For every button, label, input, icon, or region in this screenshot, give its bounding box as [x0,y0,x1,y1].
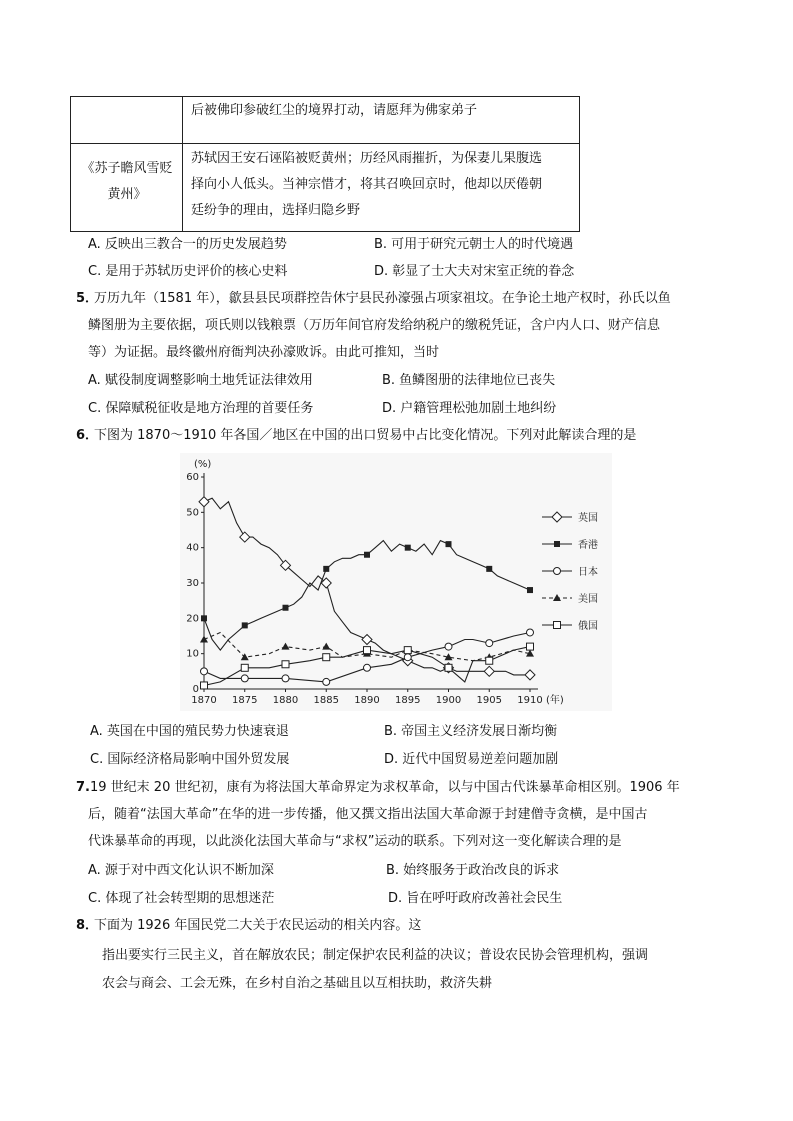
series-2 [201,541,533,651]
q5-option-d[interactable]: D. 户籍管理松弛加剧土地纠纷 [382,401,557,416]
q8-quote-line2: 农会与商会、工会无殊，在乡村自治之基础且以互相扶助，救济失耕 [102,976,493,991]
legend-marker-3 [554,568,561,575]
series-5-point [323,654,330,661]
series-3-point [527,629,534,636]
q4-option-a[interactable]: A. 反映出三教合一的历史发展趋势 [88,237,287,252]
legend-label-2: 香港 [578,540,598,551]
export-share-chart-svg [180,453,612,711]
q4-option-c[interactable]: C. 是用于苏轼历史评价的核心史料 [88,264,288,279]
x-axis-label: (年) [546,695,564,706]
series-2-point [242,622,248,628]
q5-option-b[interactable]: B. 鱼鳞图册的法律地位已丧失 [382,373,556,388]
series-5-point [241,664,248,671]
series-2-point [405,545,411,551]
y-tick-label: 30 [186,578,199,589]
table-row2-content-line2: 择向小人低头。当神宗惜才，将其召唤回京时，他却以厌倦朝 [191,177,543,192]
x-tick-label: 1910 [517,695,543,706]
series-2-point [323,566,329,572]
q7-stem-line1: 19 世纪末 20 世纪初，康有为将法国大革命界定为求权革命，以与中国古代诛暴革命相区别。1906 年 [90,780,680,795]
series-5-point [527,643,534,650]
q7-stem-line2: 后，随着“法国大革命”在华的进一步传播，他又撰文指出法国大革命源于封建僧寺贪横，是中国古 [88,807,648,822]
series-2-point [446,541,452,547]
legend-label-4: 美国 [578,594,598,605]
legend-marker-5 [554,622,561,629]
series-2-point [486,566,492,572]
q7-stem-line3: 代诛暴革命的再现，以此淡化法国大革命与“求权”运动的联系。下列对这一变化解读合理的是 [88,834,622,849]
q8-number: 8． [76,918,99,933]
legend-label-1: 英国 [578,513,598,524]
table-column-divider [182,97,183,231]
q6-stem: 下图为 1870～1910 年各国／地区在中国的出口贸易中占比变化情况。下列对此解读合理的是 [94,428,637,443]
q6-option-c[interactable]: C. 国际经济格局影响中国外贸发展 [90,752,290,767]
series-3-point [486,640,493,647]
table-row2-content-line1: 苏轼因王安石诬陷被贬黄州；历经风雨摧折，为保妻儿果腹选 [191,151,543,166]
series-5-point [364,647,371,654]
x-tick-label: 1880 [272,695,299,706]
x-tick-label: 1875 [232,695,258,706]
series-4-point [200,636,208,643]
series-3-point [323,678,330,685]
q7-option-c[interactable]: C. 体现了社会转型期的思想迷茫 [88,891,275,906]
q6-option-d[interactable]: D. 近代中国贸易逆差问题加剧 [384,752,559,767]
q5-option-a[interactable]: A. 赋役制度调整影响土地凭证法律效用 [88,373,313,388]
series-2-point [283,605,289,611]
q7-option-d[interactable]: D. 旨在呼吁政府改善社会民生 [388,891,563,906]
table-row2-content-line3: 廷纷争的理由，选择归隐乡野 [191,203,361,218]
q5-stem-line1: 万历九年（1581 年），歙县县民项群控告休宁县民孙濠强占项家祖坟。在争论土地产权时，孙氏以鱼 [94,291,671,306]
series-4-point [282,643,290,650]
x-tick-label: 1885 [313,695,339,706]
x-tick-label: 1900 [435,695,462,706]
q5-number: 5． [76,291,99,306]
series-2-point [364,552,370,558]
series-3-point [404,654,411,661]
x-tick-label: 1890 [354,695,380,706]
series-1-point [240,532,250,542]
q4-option-d[interactable]: D. 彰显了士大夫对宋室正统的眷念 [374,264,575,279]
q6-option-b[interactable]: B. 帝国主义经济发展日渐均衡 [384,724,558,739]
series-1-point [484,666,494,676]
y-tick-label: 60 [186,472,199,483]
y-tick-label: 40 [186,542,199,554]
series-3-point [445,643,452,650]
y-axis-label: (%) [194,459,212,470]
q5-stem-line2: 鳞图册为主要依据，项氏则以钱粮票（万历年间官府发给纳税户的缴税凭证，含户内人口、财产信息 [88,318,661,333]
q5-stem-line3: 等）为证据。最终徽州府衙判决孙濠败诉。由此可推知，当时 [88,345,440,360]
q4-option-b[interactable]: B. 可用于研究元朝士人的时代境遇 [374,237,574,252]
series-5-point [445,664,452,671]
q6-number: 6． [76,428,99,443]
q8-quote-line1: 指出要实行三民主义，首在解放农民；制定保护农民利益的决议；普设农民协会管理机构，强调 [102,948,649,963]
chart-series [199,497,535,689]
series-5-point [404,647,411,654]
table-row2-title-line2: 黄州》 [107,187,147,202]
series-2-point [527,587,533,593]
series-1-point [199,497,209,507]
series-3-point [282,675,289,682]
series-5-point [486,657,493,664]
table-row1-content: 后被佛印参破红尘的境界打动，请愿拜为佛家弟子 [191,103,478,118]
comparison-table [70,96,580,232]
series-3-point [364,664,371,671]
y-tick-label: 50 [186,507,199,519]
y-tick-label: 0 [192,684,199,695]
q7-option-a[interactable]: A. 源于对中西文化认识不断加深 [88,863,274,878]
series-1-point [525,670,535,680]
x-tick-label: 1870 [191,695,217,706]
y-tick-label: 10 [186,648,199,660]
legend-label-5: 俄国 [578,621,598,632]
series-3-point [201,668,208,675]
series-4-point [241,653,249,660]
chart-legend [542,511,598,632]
series-3-point [241,675,248,682]
q7-number: 7. [76,780,90,795]
table-row-divider [71,143,579,144]
x-tick-label: 1895 [395,695,421,706]
legend-label-3: 日本 [578,567,598,578]
table-row2-title-line1: 《苏子瞻风雪贬 [81,161,173,176]
q8-stem: 下面为 1926 年国民党二大关于农民运动的相关内容。这 [94,918,422,933]
q7-option-b[interactable]: B. 始终服务于政治改良的诉求 [386,863,560,878]
series-5-point [282,661,289,668]
q5-option-c[interactable]: C. 保障赋税征收是地方治理的首要任务 [88,401,314,416]
series-5-point [201,682,208,689]
series-1-point [362,635,372,645]
series-4-point [322,643,330,650]
x-tick-label: 1905 [476,695,502,706]
export-share-chart [180,453,612,711]
legend-marker-1 [552,512,562,522]
q6-option-a[interactable]: A. 英国在中国的殖民势力快速衰退 [90,724,289,739]
series-2-point [201,615,207,621]
legend-marker-2 [554,541,560,547]
y-tick-label: 20 [186,613,199,625]
